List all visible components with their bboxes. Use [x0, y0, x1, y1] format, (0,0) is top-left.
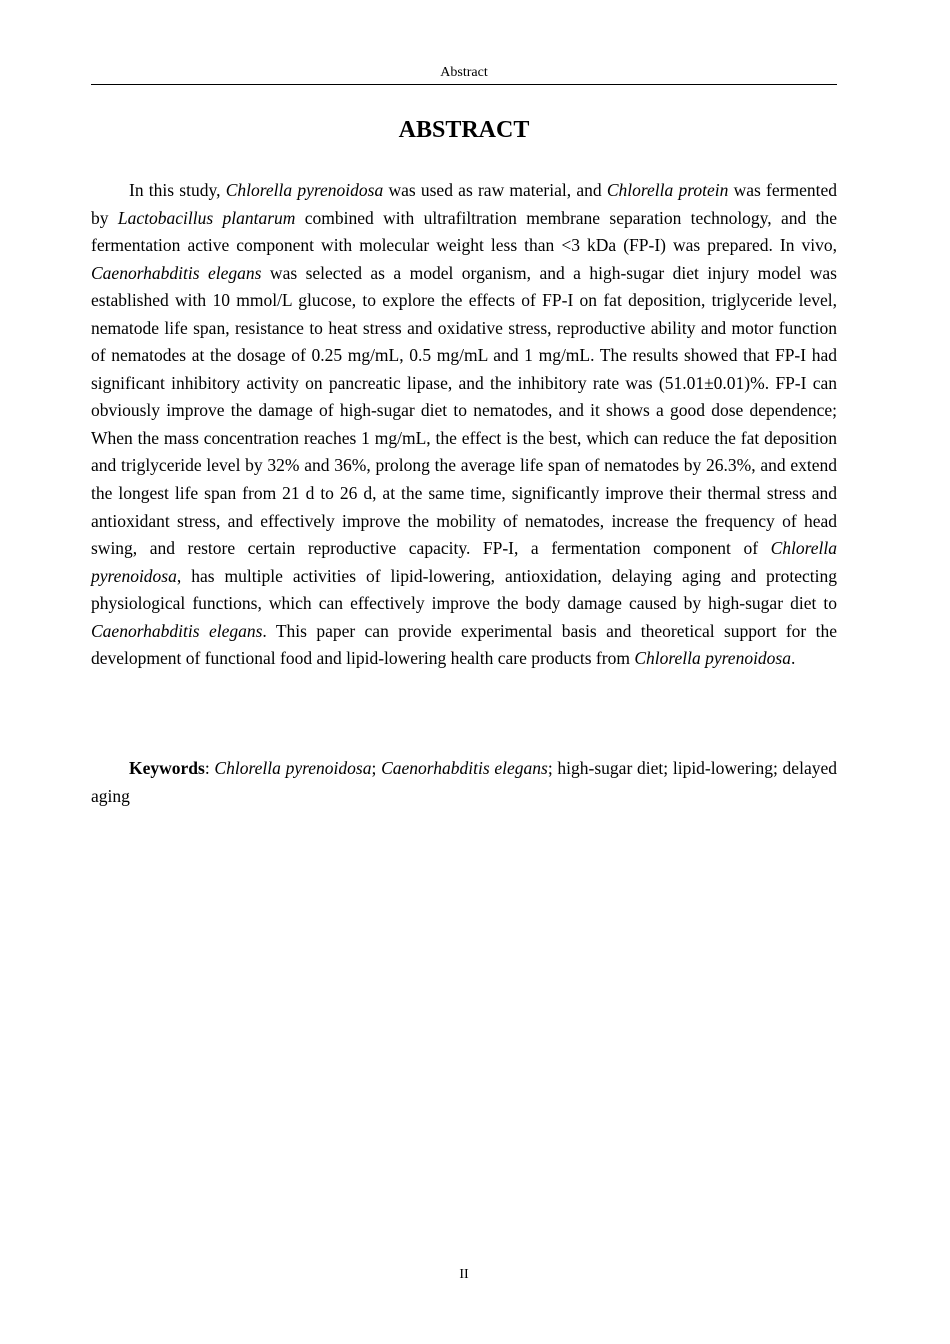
species-name: Chlorella pyrenoidosa	[634, 648, 791, 669]
page-title: ABSTRACT	[398, 117, 530, 143]
abstract-text: In this study,	[129, 180, 226, 200]
header-rule	[91, 84, 837, 85]
keywords-label: Keywords	[129, 758, 205, 778]
keyword: Chlorella pyrenoidosa	[214, 758, 372, 778]
running-header: Abstract	[440, 65, 488, 80]
species-name: Caenorhabditis elegans	[91, 262, 262, 283]
keywords-colon: :	[204, 758, 215, 778]
abstract-body	[91, 177, 837, 673]
species-name: Chlorella protein	[606, 180, 729, 200]
keyword: Caenorhabditis elegans	[381, 758, 548, 778]
page-number: II	[459, 1267, 469, 1282]
keywords-line	[91, 755, 837, 810]
abstract-text: .	[791, 648, 796, 669]
keyword-list: ; high-sugar diet; lipid-lowering; delayed aging	[91, 758, 837, 806]
species-name: Caenorhabditis elegans	[91, 620, 263, 641]
species-name: Chlorella pyrenoidosa	[225, 180, 384, 200]
abstract-text: was fermented by	[91, 180, 837, 228]
abstract-text: was selected as a model organism, and a high-sugar diet injury model was established with 10 mmol/L glucose, to explore the effects of FP-I on fat deposition, triglyceride level, nematode life span, resistance to heat stress and oxidative stress, reproductive ability and motor function of nematodes at the dosage of 0.25 mg/mL, 0.5 mg/mL and 1 mg/mL. The results showed that FP-I had significant inhibitory activity on pancreatic lipase, and the inhibitory rate was (51.01±0.01)%. FP-I can obviously improve the damage of high-sugar diet to nematodes, and it shows a good dose dependence; When the mass concentration reaches 1 mg/mL, the effect is the best, which can reduce the fat deposition and triglyceride level by 32% and 36%, prolong the average life span of nematodes by 26.3%, and extend the longest life span from 21 d to 26 d, at the same time, significantly improve their thermal stress and antioxidant stress, and effectively improve the mobility of nematodes, increase the frequency of head swing, and restore certain reproductive capacity. FP-I, a fermentation component of	[91, 262, 837, 559]
abstract-paragraph	[91, 177, 837, 673]
species-name: Lactobacillus plantarum	[117, 207, 296, 228]
species-name: Chlorella pyrenoidosa	[91, 538, 837, 586]
keyword-separator: ;	[371, 758, 382, 778]
abstract-text: was used as raw material, and	[383, 180, 607, 200]
abstract-text: , has multiple activities of lipid-lowering, antioxidation, delaying aging and protecting physiological functions, which can effectively improve the body damage caused by high-sugar diet to	[91, 565, 837, 614]
abstract-text: combined with ultrafiltration membrane separation technology, and the fermentation active component with molecular weight less than <3 kDa (FP-I) was prepared. In vivo,	[91, 207, 838, 256]
abstract-text: . This paper can provide experimental basis and theoretical support for the development of functional food and lipid-lowering health care products from	[91, 620, 837, 669]
